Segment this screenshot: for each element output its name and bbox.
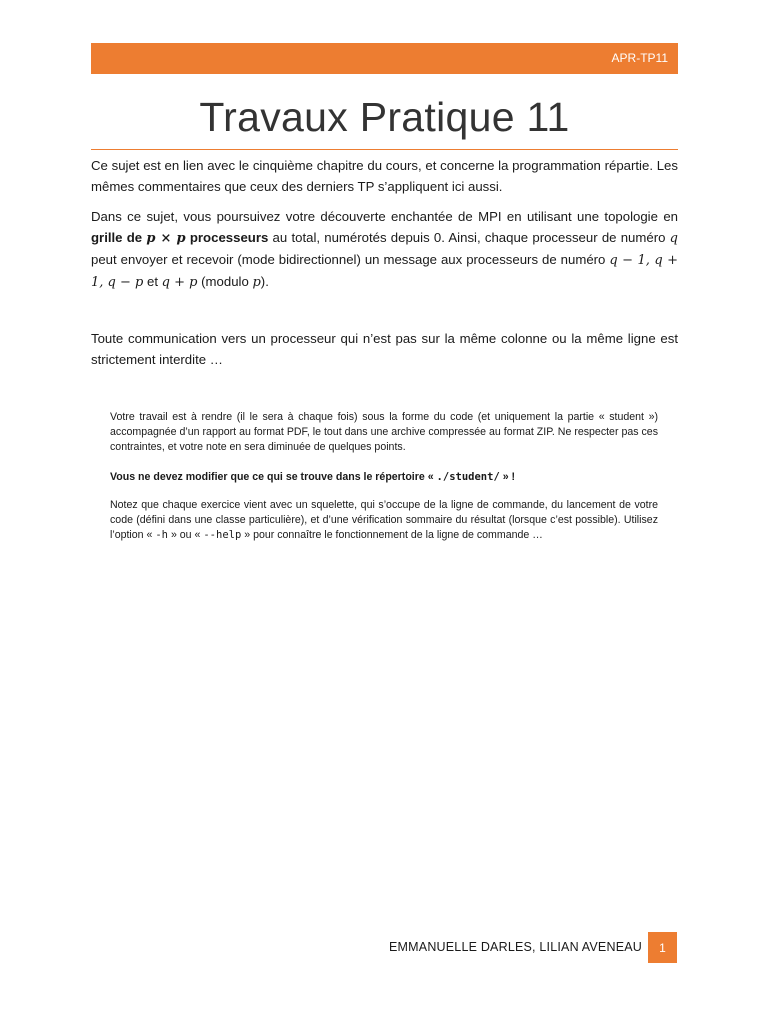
course-code: APR-TP11 [611, 51, 668, 65]
intro-paragraph: Ce sujet est en lien avec le cinquième chapitre du cours, et concerne la programmation répartie. Les mêmes commentaires que ceux des derniers TP s’appliquent ici aussi. [91, 158, 678, 194]
notice-paragraph-skeleton: Notez que chaque exercice vient avec un squelette, qui s’occupe de la ligne de commande, du lancement de votre code (défini dans une classe particulière), et d’une vérification sommaire du résultat (lorsque c’est possible). Utilisez l’option « -h » ou « --help » pour connaître le fonctionnement de la ligne de commande … [110, 499, 658, 541]
rule-paragraph: Toute communication vers un processeur qui n’est pas sur la même colonne ou la même ligne est strictement interdite … [91, 331, 678, 367]
help-option-long: --help [203, 529, 242, 541]
notice-paragraph-directory: Vous ne devez modifier que ce qui se trouve dans le répertoire « ./student/ » ! [110, 471, 516, 483]
student-directory: ./student/ [436, 471, 500, 483]
page-title: Travaux Pratique 11 [199, 94, 570, 140]
header-bar [91, 43, 678, 74]
help-option-short: -h [155, 529, 169, 541]
footer-authors: EMMANUELLE DARLES, LILIAN AVENEAU [389, 940, 642, 954]
page-number: 1 [648, 932, 677, 963]
notice-paragraph-submission: Votre travail est à rendre (il le sera à chaque fois) sous la forme du code (et uniquement la partie « student ») accompagnée d’un rapport au format PDF, le tout dans une archive compressée au format ZIP. Ne respecter pas ces contraintes, et votre note en sera diminuée de quelques points. [110, 411, 658, 453]
title-divider [91, 149, 678, 150]
topology-paragraph: Dans ce sujet, vous poursuivez votre découverte enchantée de MPI en utilisant une topologie en grille de p × p processeurs au total, numérotés depuis 0. Ainsi, chaque processeur de numéro q peut envoyer et recevoir (mode bidirectionnel) un message aux processeurs de numéro q − 1, q + 1, q − p et q + p (modulo p). [91, 209, 678, 290]
